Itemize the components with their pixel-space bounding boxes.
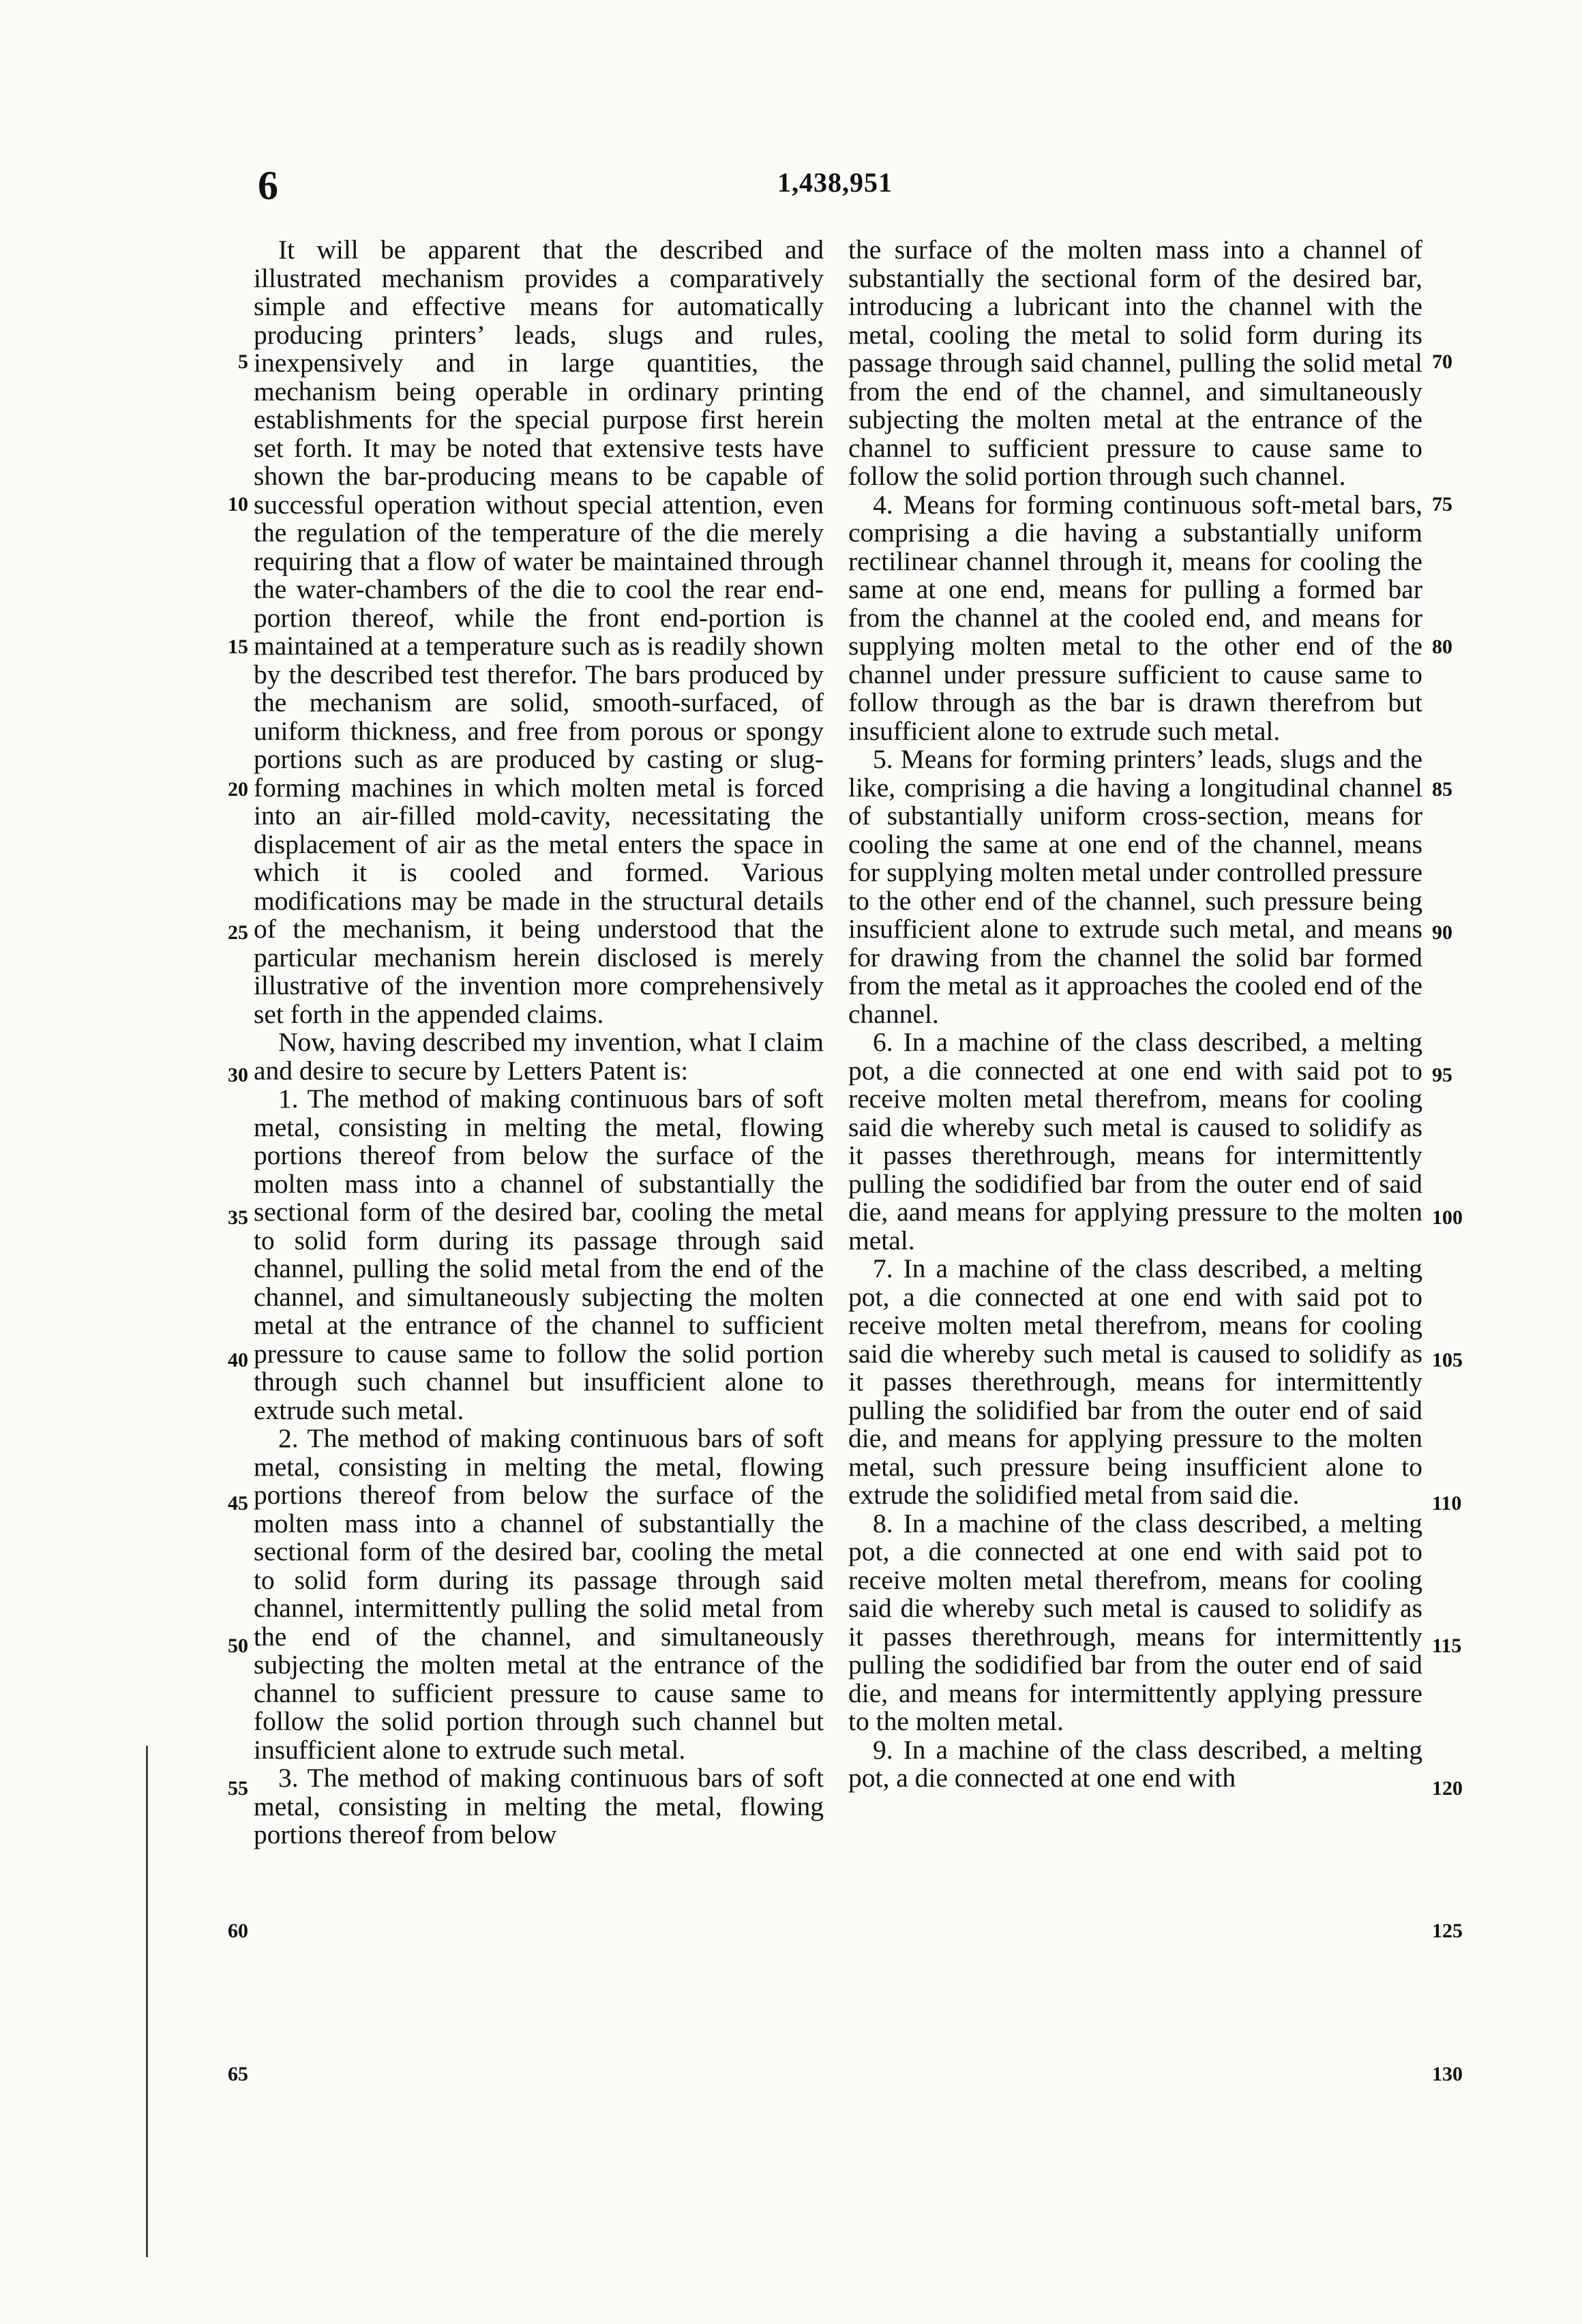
line-number: 40 — [228, 1349, 248, 1371]
line-number: 55 — [228, 1777, 248, 1800]
body-paragraph: It will be apparent that the described and illustrated mechanism provides a comparatively simple and effective means for automatically producing printers’ leads, slugs and rules, inexpensively and in large quantities, the mechanism being operable in ordinary printing establishments for the special purpose first herein set forth. It may be noted that extensive tests have shown the bar-producing means to be capable of successful operation without special attention, even the regulation of the temperature of the die merely requiring that a flow of water be maintained through the water-chambers of the die to cool the rear end-portion thereof, while the front end-portion is maintained at a temperature such as is readily shown by the described test therefor. The bars produced by the mechanism are solid, smooth-surfaced, of uniform thickness, and free from porous or spongy portions such as are produced by casting or slug-forming machines in which molten metal is forced into an air-filled mold-cavity, necessitating the displacement of air as the metal enters the space in which it is cooled and formed. Various modifications may be made in the structural details of the mechanism, it being understood that the particular mechanism herein disclosed is merely illustrative of the invention more comprehensively set forth in the appended claims. — [254, 235, 824, 1029]
claim-7: 7. In a machine of the class described, a melting pot, a die connected at one end with said pot to receive molten metal therefrom, means for cooling said die whereby such metal is caused to solidify as it passes therethrough, means for intermittently pulling the solidified bar from the outer end of said die, and means for applying pressure to the molten metal, such pressure being insufficient alone to extrude the solidified metal from said die. — [848, 1253, 1422, 1510]
line-number: 10 — [228, 493, 248, 516]
claim-5: 5. Means for forming printers’ leads, slugs and the like, comprising a die having a longitudinal channel of substantially uniform cross-section, means for cooling the same at one end of the channel, means for supplying molten metal under controlled pressure to the other end of the channel, such pressure being insufficient alone to extrude such metal, and means for drawing from the channel the solid bar formed from the metal as it approaches the cooled end of the channel. — [848, 744, 1422, 1029]
line-number: 130 — [1432, 2063, 1463, 2085]
line-number: 125 — [1432, 1920, 1463, 1942]
claims-intro-paragraph: Now, having described my invention, what I claim and desire to secure by Letters Patent is: — [254, 1027, 824, 1086]
claim-3-start: 3. The method of making continuous bars of soft metal, consisting in melting the metal, flowing portions thereof from below — [254, 1763, 824, 1849]
patent-number: 1,438,951 — [777, 167, 893, 198]
line-number: 25 — [228, 921, 248, 944]
line-number: 65 — [228, 2063, 248, 2085]
line-number: 5 — [238, 351, 248, 373]
claim-8: 8. In a machine of the class described, a melting pot, a die connected at one end with said pot to receive molten metal therefrom, means for cooling said die whereby such metal is caused to solidify as it passes therethrough, means for intermittently pulling the sodidified bar from the outer end of said die, and means for intermittently applying pressure to the molten metal. — [848, 1508, 1422, 1736]
line-number: 90 — [1432, 921, 1452, 944]
line-number: 15 — [228, 636, 248, 658]
line-number: 80 — [1432, 636, 1452, 658]
claim-2: 2. The method of making continuous bars of soft metal, consisting in melting the metal, flowing portions thereof from below the surface of the molten mass into a channel of substantially the sectional form of the desired bar, cooling the metal to solid form during its passage through said channel, intermittently pulling the solid metal from the end of the channel, and simultaneously subjecting the molten metal at the entrance of the channel to sufficient pressure to cause same to follow the solid portion through such channel but insufficient alone to extrude such metal. — [254, 1423, 824, 1765]
claim-4: 4. Means for forming continuous soft-metal bars, comprising a die having a substantially uniform rectilinear channel through it, means for cooling the same at one end, means for pulling a formed bar from the channel at the cooled end, and means for supplying molten metal to the other end of the channel under pressure sufficient to cause same to follow through as the bar is drawn therefrom but insufficient alone to extrude such metal. — [848, 489, 1422, 746]
binding-margin-line — [146, 1746, 148, 2257]
right-text-column — [848, 236, 1422, 1793]
line-number: 85 — [1432, 778, 1452, 801]
line-number: 100 — [1432, 1206, 1463, 1229]
line-number: 110 — [1432, 1492, 1462, 1515]
line-number: 45 — [228, 1492, 248, 1515]
claim-9-start: 9. In a machine of the class described, a melting pot, a die connected at one end with — [848, 1734, 1422, 1793]
line-number: 75 — [1432, 493, 1452, 516]
line-number: 105 — [1432, 1349, 1463, 1371]
line-number: 120 — [1432, 1777, 1463, 1800]
claim-6: 6. In a machine of the class described, a melting pot, a die connected at one end with said pot to receive molten metal therefrom, means for cooling said die whereby such metal is caused to solidify as it passes therethrough, means for intermittently pulling the sodidified bar from the outer end of said die, aand means for applying pressure to the molten metal. — [848, 1027, 1422, 1255]
left-text-column — [254, 236, 824, 1849]
line-number: 20 — [228, 778, 248, 801]
claim-1: 1. The method of making continuous bars of soft metal, consisting in melting the metal, flowing portions thereof from below the surface of the molten mass into a channel of substantially the sectional form of the desired bar, cooling the metal to solid form during its passage through said channel, pulling the solid metal from the end of the channel, and simultaneously subjecting the molten metal at the entrance of the channel to sufficient pressure to cause same to follow the solid portion through such channel but insufficient alone to extrude such metal. — [254, 1084, 824, 1425]
claim-3-continuation: the surface of the molten mass into a channel of substantially the sectional form of the desired bar, introducing a lubricant into the channel with the metal, cooling the metal to solid form during its passage through said channel, pulling the solid metal from the end of the channel, and simultaneously subjecting the molten metal at the entrance of the channel to sufficient pressure to cause same to follow the solid portion through such channel. — [848, 235, 1422, 491]
line-number: 30 — [228, 1064, 248, 1086]
line-number: 60 — [228, 1920, 248, 1942]
line-number: 50 — [228, 1635, 248, 1657]
line-number: 115 — [1432, 1635, 1462, 1657]
line-number: 95 — [1432, 1064, 1452, 1086]
line-number: 70 — [1432, 351, 1452, 373]
line-number: 35 — [228, 1206, 248, 1229]
page-number: 6 — [258, 163, 278, 208]
